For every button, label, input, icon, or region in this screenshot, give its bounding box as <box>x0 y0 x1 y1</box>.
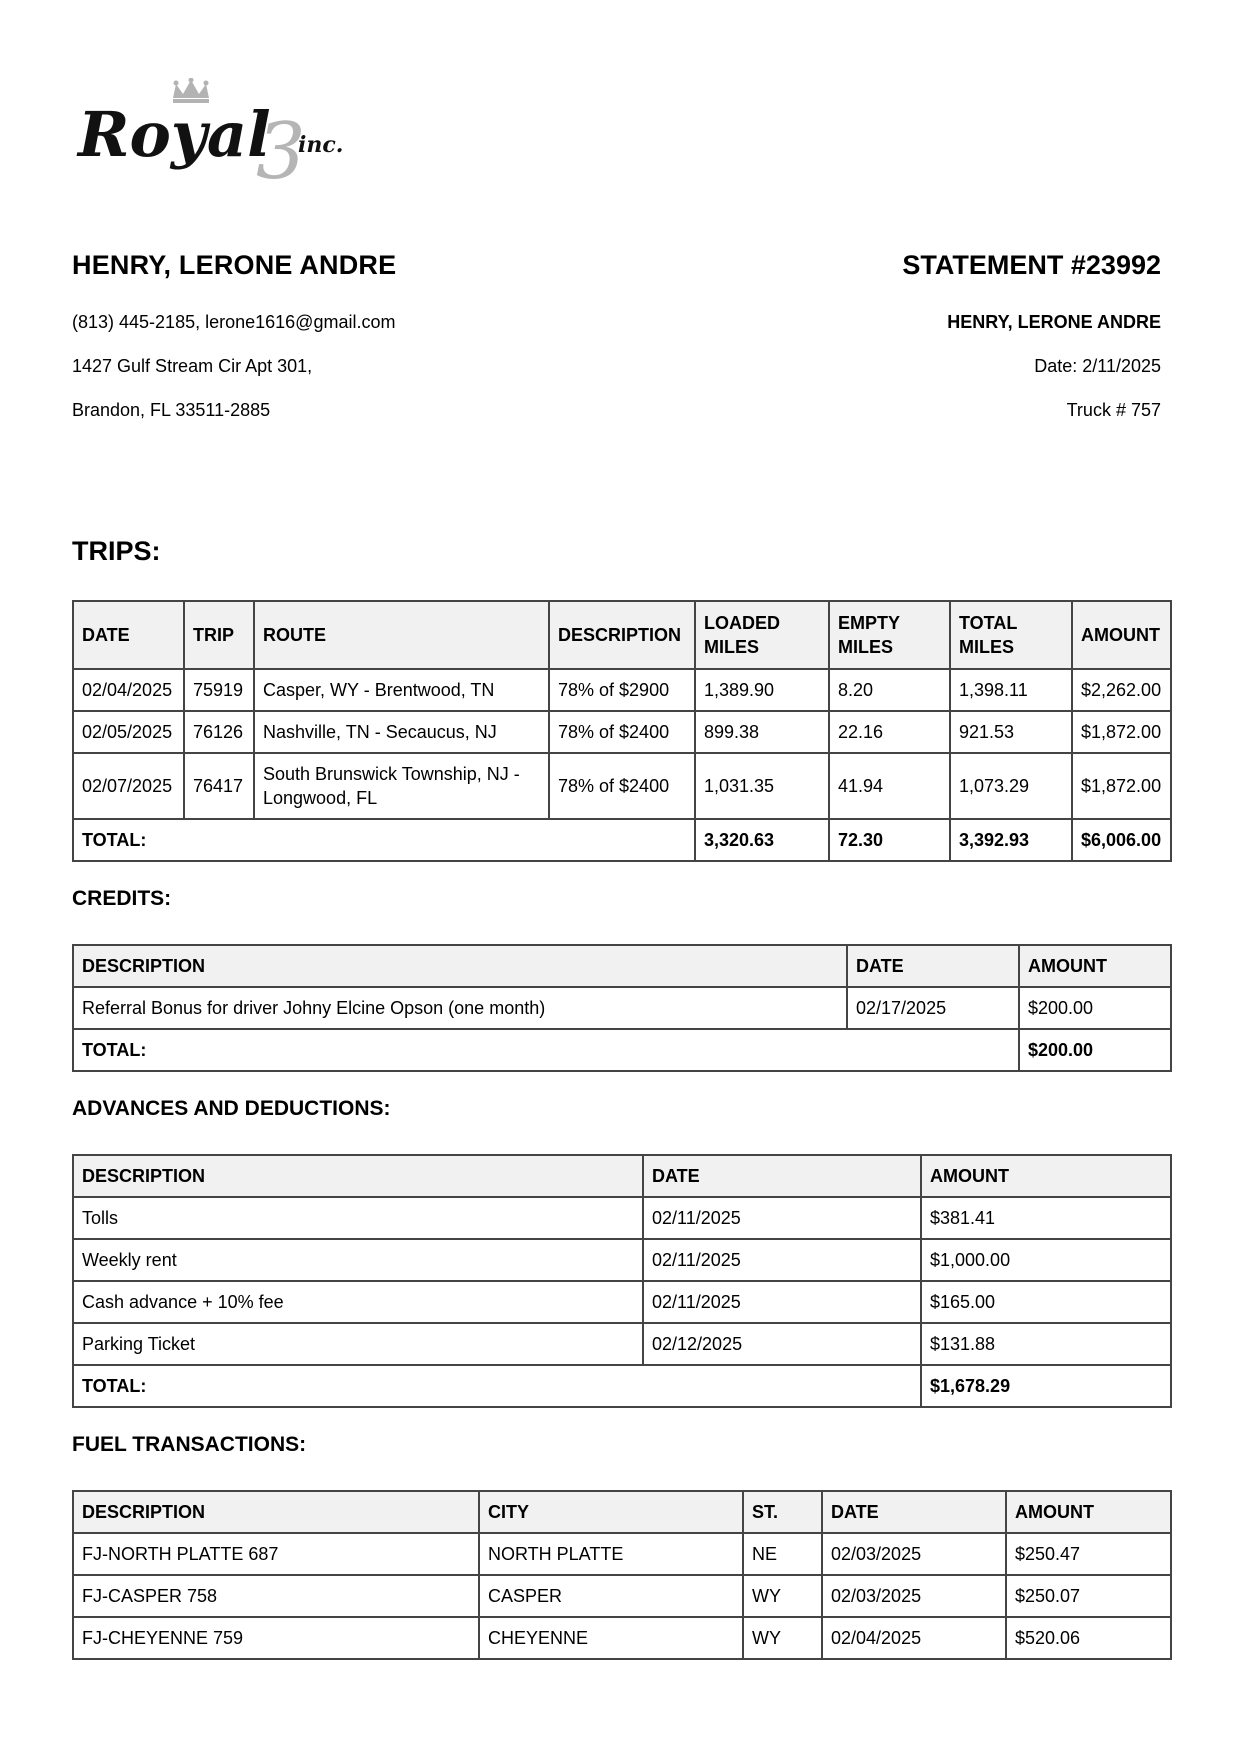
trip-amount: $1,872.00 <box>1072 753 1171 819</box>
trips-table <box>72 600 1172 862</box>
deduction-amount: $381.41 <box>921 1197 1171 1239</box>
table-row <box>73 753 1171 819</box>
fuel-city: CASPER <box>479 1575 743 1617</box>
column-header: DATE <box>73 601 184 669</box>
fuel-date: 02/03/2025 <box>822 1575 1006 1617</box>
table-row <box>73 1197 1171 1239</box>
column-header: DESCRIPTION <box>73 1155 643 1197</box>
trip-number: 75919 <box>184 669 254 711</box>
trip-number: 76126 <box>184 711 254 753</box>
driver-name: HENRY, LERONE ANDRE <box>72 250 397 280</box>
driver-contact: (813) 445-2185, lerone1616@gmail.com <box>72 312 396 332</box>
trip-date: 02/05/2025 <box>73 711 184 753</box>
deduction-amount: $165.00 <box>921 1281 1171 1323</box>
deduction-date: 02/11/2025 <box>643 1281 921 1323</box>
column-header: DATE <box>847 945 1019 987</box>
trips-heading: TRIPS: <box>72 536 161 566</box>
fuel-city: NORTH PLATTE <box>479 1533 743 1575</box>
column-header: ROUTE <box>254 601 549 669</box>
statement-title: STATEMENT #23992 <box>902 250 1161 280</box>
trip-empty-miles: 8.20 <box>829 669 950 711</box>
fuel-state: WY <box>743 1617 822 1659</box>
deduction-description: Weekly rent <box>73 1239 643 1281</box>
deduction-amount: $131.88 <box>921 1323 1171 1365</box>
logo-numeral: 3 <box>256 107 306 190</box>
table-row <box>73 711 1171 753</box>
trips-total-row <box>73 819 1171 861</box>
column-header: DATE <box>643 1155 921 1197</box>
deduction-description: Parking Ticket <box>73 1323 643 1365</box>
fuel-state: NE <box>743 1533 822 1575</box>
column-header: TOTAL MILES <box>950 601 1072 669</box>
deductions-total-row <box>73 1365 1171 1407</box>
fuel-table <box>72 1490 1172 1660</box>
trip-description: 78% of $2400 <box>549 753 695 819</box>
total-amount: $6,006.00 <box>1072 819 1171 861</box>
logo-wordmark: Royal <box>78 98 271 171</box>
fuel-date: 02/03/2025 <box>822 1533 1006 1575</box>
fuel-amount: $520.06 <box>1006 1617 1171 1659</box>
deduction-date: 02/12/2025 <box>643 1323 921 1365</box>
fuel-description: FJ-CASPER 758 <box>73 1575 479 1617</box>
fuel-state: WY <box>743 1575 822 1617</box>
deductions-header-row <box>73 1155 1171 1197</box>
trip-date: 02/04/2025 <box>73 669 184 711</box>
deduction-amount: $1,000.00 <box>921 1239 1171 1281</box>
fuel-description: FJ-CHEYENNE 759 <box>73 1617 479 1659</box>
trip-amount: $1,872.00 <box>1072 711 1171 753</box>
column-header: EMPTY MILES <box>829 601 950 669</box>
fuel-header-row <box>73 1491 1171 1533</box>
trip-amount: $2,262.00 <box>1072 669 1171 711</box>
trip-route: Casper, WY - Brentwood, TN <box>254 669 549 711</box>
fuel-heading: FUEL TRANSACTIONS: <box>72 1433 307 1456</box>
table-row <box>73 1533 1171 1575</box>
deductions-heading: ADVANCES AND DEDUCTIONS: <box>72 1097 391 1120</box>
deductions-table <box>72 1154 1172 1408</box>
trip-description: 78% of $2900 <box>549 669 695 711</box>
fuel-description: FJ-NORTH PLATTE 687 <box>73 1533 479 1575</box>
column-header: DESCRIPTION <box>73 1491 479 1533</box>
column-header: DATE <box>822 1491 1006 1533</box>
trip-loaded-miles: 1,389.90 <box>695 669 829 711</box>
total-label: TOTAL: <box>73 1365 921 1407</box>
trip-total-miles: 1,073.29 <box>950 753 1072 819</box>
column-header: AMOUNT <box>1019 945 1171 987</box>
driver-address-line1: 1427 Gulf Stream Cir Apt 301, <box>72 356 313 376</box>
trip-route: Nashville, TN - Secaucus, NJ <box>254 711 549 753</box>
deduction-description: Cash advance + 10% fee <box>73 1281 643 1323</box>
credits-table <box>72 944 1172 1072</box>
credit-description: Referral Bonus for driver Johny Elcine Opson (one month) <box>73 987 847 1029</box>
statement-driver-name: HENRY, LERONE ANDRE <box>947 312 1161 332</box>
table-row <box>73 987 1171 1029</box>
total-label: TOTAL: <box>73 819 695 861</box>
trip-total-miles: 921.53 <box>950 711 1072 753</box>
column-header: AMOUNT <box>921 1155 1171 1197</box>
deduction-description: Tolls <box>73 1197 643 1239</box>
column-header: CITY <box>479 1491 743 1533</box>
table-row <box>73 669 1171 711</box>
deduction-date: 02/11/2025 <box>643 1239 921 1281</box>
trip-date: 02/07/2025 <box>73 753 184 819</box>
credits-total-row <box>73 1029 1171 1071</box>
column-header: DESCRIPTION <box>73 945 847 987</box>
trip-description: 78% of $2400 <box>549 711 695 753</box>
trip-route: South Brunswick Township, NJ - Longwood, FL <box>254 753 549 819</box>
total-label: TOTAL: <box>73 1029 1019 1071</box>
table-row <box>73 1575 1171 1617</box>
credit-date: 02/17/2025 <box>847 987 1019 1029</box>
column-header: TRIP <box>184 601 254 669</box>
column-header: AMOUNT <box>1006 1491 1171 1533</box>
trip-empty-miles: 41.94 <box>829 753 950 819</box>
fuel-city: CHEYENNE <box>479 1617 743 1659</box>
trip-loaded-miles: 1,031.35 <box>695 753 829 819</box>
total-amount: $200.00 <box>1019 1029 1171 1071</box>
truck-number: Truck # 757 <box>1066 400 1161 420</box>
credit-amount: $200.00 <box>1019 987 1171 1029</box>
total-loaded-miles: 3,320.63 <box>695 819 829 861</box>
trip-loaded-miles: 899.38 <box>695 711 829 753</box>
column-header: LOADED MILES <box>695 601 829 669</box>
fuel-amount: $250.47 <box>1006 1533 1171 1575</box>
total-empty-miles: 72.30 <box>829 819 950 861</box>
trips-header-row <box>73 601 1171 669</box>
table-row <box>73 1617 1171 1659</box>
column-header: AMOUNT <box>1072 601 1171 669</box>
column-header: ST. <box>743 1491 822 1533</box>
trip-empty-miles: 22.16 <box>829 711 950 753</box>
credits-header-row <box>73 945 1171 987</box>
credits-heading: CREDITS: <box>72 887 172 910</box>
fuel-amount: $250.07 <box>1006 1575 1171 1617</box>
table-row <box>73 1323 1171 1365</box>
fuel-date: 02/04/2025 <box>822 1617 1006 1659</box>
total-total-miles: 3,392.93 <box>950 819 1072 861</box>
deduction-date: 02/11/2025 <box>643 1197 921 1239</box>
company-logo <box>76 78 386 190</box>
driver-address-line2: Brandon, FL 33511-2885 <box>72 400 271 420</box>
trip-total-miles: 1,398.11 <box>950 669 1072 711</box>
total-amount: $1,678.29 <box>921 1365 1171 1407</box>
table-row <box>73 1281 1171 1323</box>
table-row <box>73 1239 1171 1281</box>
statement-date: Date: 2/11/2025 <box>1034 356 1161 376</box>
logo-suffix: inc. <box>298 132 344 158</box>
column-header: DESCRIPTION <box>549 601 695 669</box>
trip-number: 76417 <box>184 753 254 819</box>
